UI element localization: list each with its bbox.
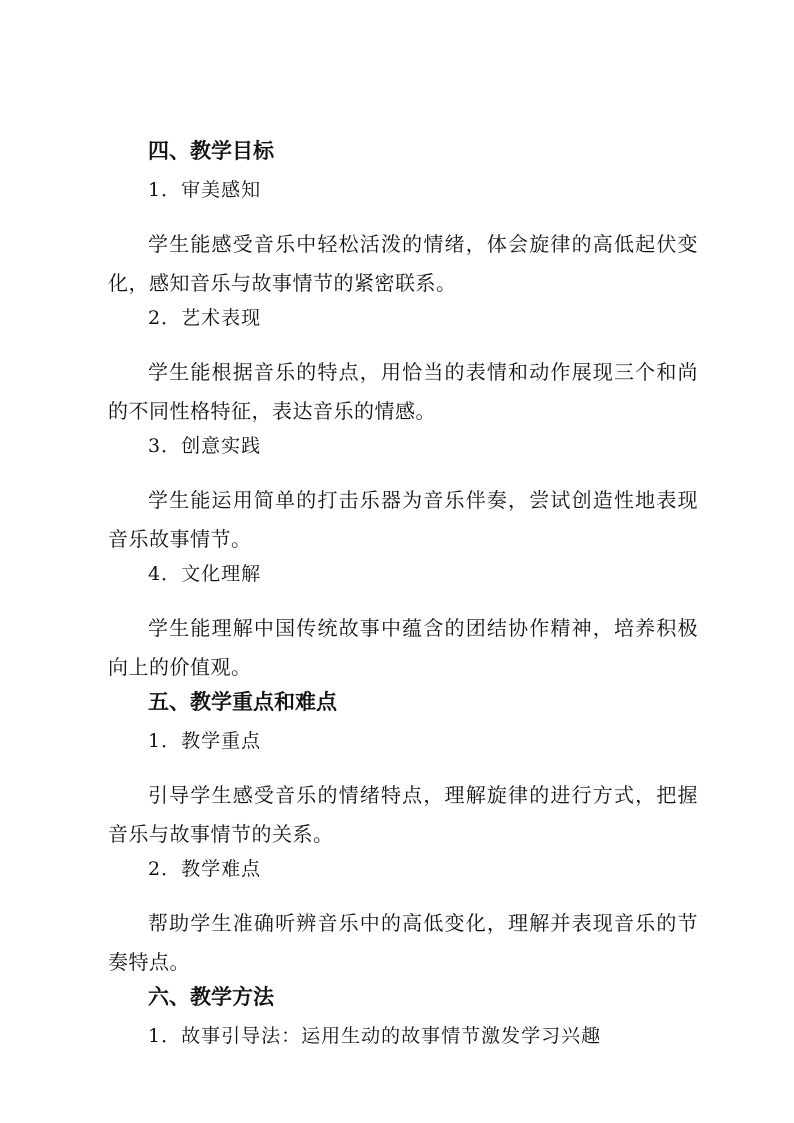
document-body (108, 136, 698, 1060)
item-title-artistic-expression: 2．艺术表现 (148, 307, 262, 329)
item-title-creative-practice: 3．创意实践 (148, 435, 262, 457)
section-heading-methods: 六、教学方法 (148, 985, 274, 1009)
item-title-teaching-difficulty: 2．教学难点 (148, 858, 262, 880)
item-title-teaching-focus: 1．教学重点 (148, 730, 262, 752)
item-text-cultural-understanding: 学生能理解中国传统故事中蕴含的团结协作精神，培养积极向上的价值观。 (108, 616, 698, 679)
item-title-story-guidance: 1．故事引导法：运用生动的故事情节激发学习兴趣 (148, 1025, 602, 1047)
section-heading-key-points: 五、教学重点和难点 (148, 690, 337, 714)
item-text-teaching-difficulty: 帮助学生准确听辨音乐中的高低变化，理解并表现音乐的节奏特点。 (108, 911, 698, 974)
item-title-cultural-understanding: 4．文化理解 (148, 563, 262, 585)
item-text-creative-practice: 学生能运用简单的打击乐器为音乐伴奏，尝试创造性地表现音乐故事情节。 (108, 488, 698, 551)
item-text-aesthetic-perception: 学生能感受音乐中轻松活泼的情绪，体会旋律的高低起伏变化，感知音乐与故事情节的紧密联系。 (108, 232, 698, 295)
section-heading-objectives: 四、教学目标 (148, 139, 274, 163)
item-title-aesthetic-perception: 1．审美感知 (148, 179, 262, 201)
item-text-artistic-expression: 学生能根据音乐的特点，用恰当的表情和动作展现三个和尚的不同性格特征，表达音乐的情感。 (108, 360, 698, 423)
item-text-teaching-focus: 引导学生感受音乐的情绪特点，理解旋律的进行方式，把握音乐与故事情节的关系。 (108, 783, 698, 846)
